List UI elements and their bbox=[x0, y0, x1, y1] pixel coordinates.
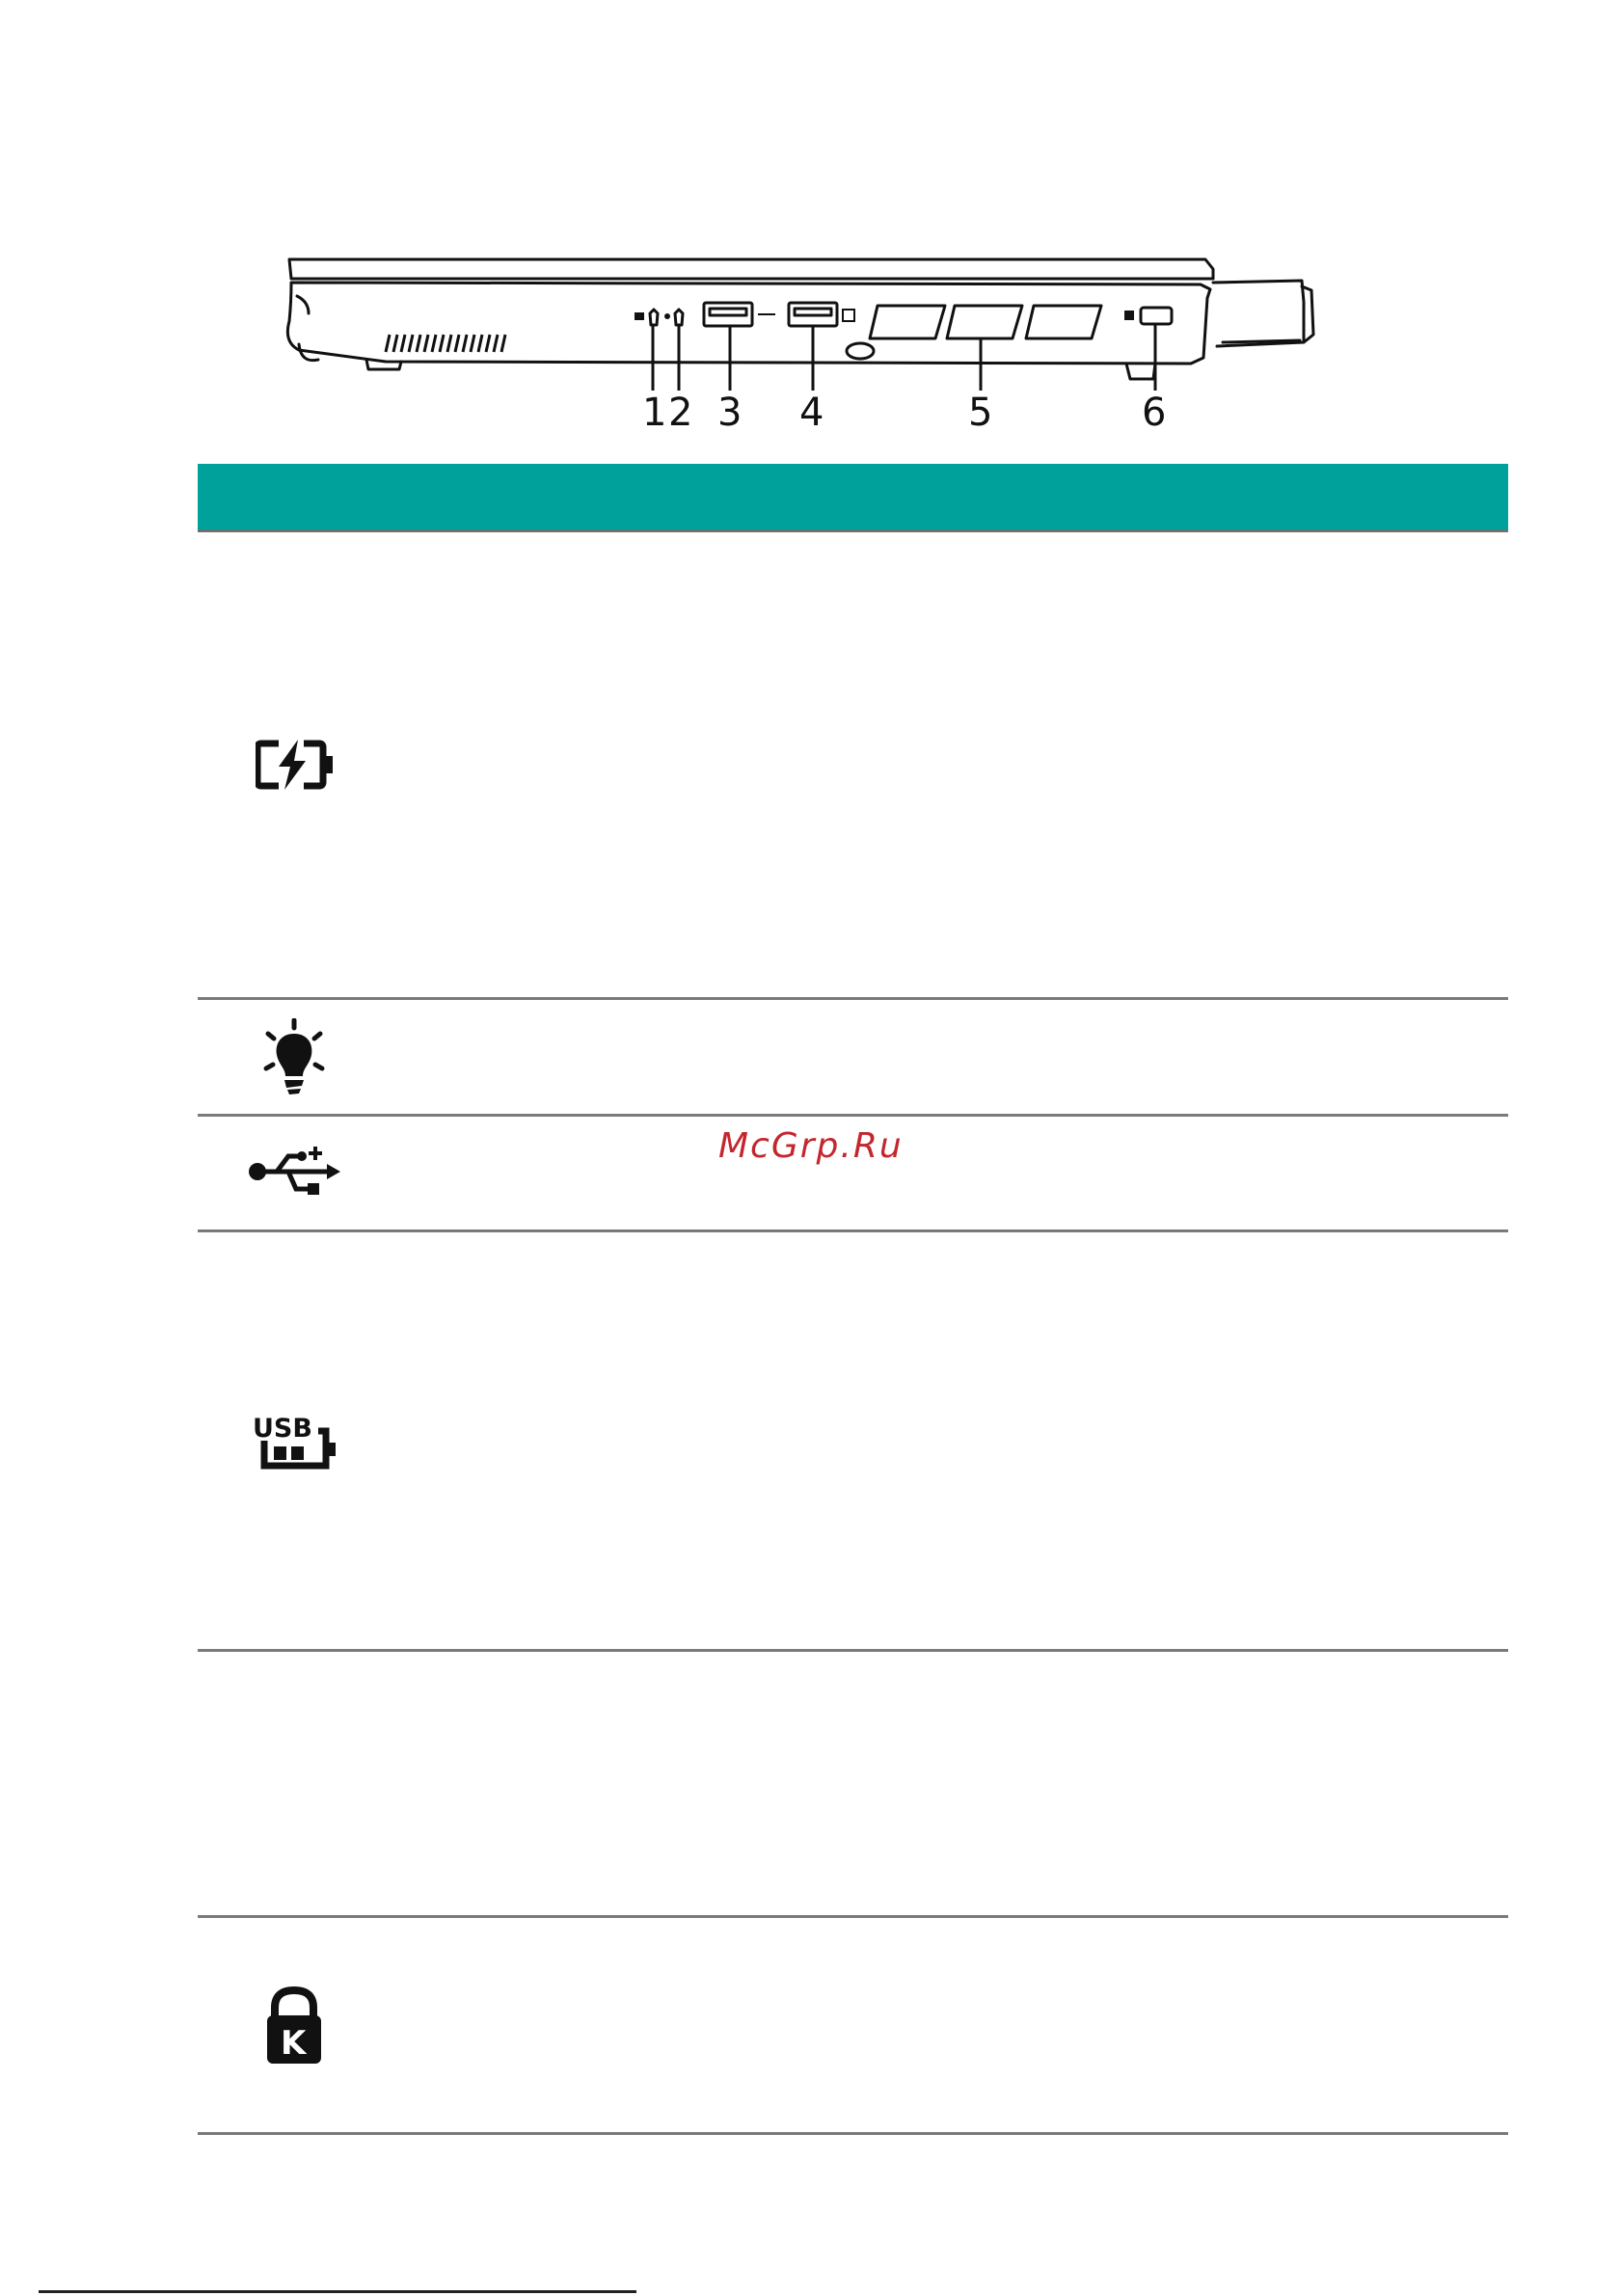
table-row bbox=[198, 1000, 1508, 1117]
watermark: McGrp.Ru bbox=[718, 1126, 904, 1166]
icon-cell bbox=[198, 1117, 391, 1229]
table-row bbox=[198, 1652, 1508, 1918]
icon-cell bbox=[198, 1232, 391, 1649]
icon-cell bbox=[198, 1652, 391, 1915]
kensington-lock-icon bbox=[265, 1986, 323, 2064]
battery-charging-icon bbox=[256, 740, 333, 790]
callout-3: 3 bbox=[717, 391, 743, 435]
callout-1: 1 bbox=[642, 391, 667, 435]
usb-battery-icon bbox=[251, 1412, 338, 1470]
footer-rule bbox=[39, 2290, 636, 2293]
callout-2: 2 bbox=[668, 391, 693, 435]
icon-cell bbox=[198, 532, 391, 997]
callout-5: 5 bbox=[968, 391, 993, 435]
table-row bbox=[198, 1232, 1508, 1652]
icon-cell bbox=[198, 1918, 391, 2132]
port-description-table bbox=[198, 464, 1508, 2135]
table-row bbox=[198, 1918, 1508, 2135]
table-header bbox=[198, 464, 1508, 532]
callout-6: 6 bbox=[1142, 391, 1167, 435]
icon-cell bbox=[198, 1000, 391, 1114]
callout-4: 4 bbox=[799, 391, 824, 435]
light-bulb-icon bbox=[260, 1018, 328, 1095]
table-row bbox=[198, 532, 1508, 1000]
usb-battery-icon-text: USB bbox=[253, 1414, 312, 1444]
kensington-lock-icon-text: K bbox=[281, 2024, 307, 2063]
usb-icon bbox=[246, 1147, 342, 1201]
